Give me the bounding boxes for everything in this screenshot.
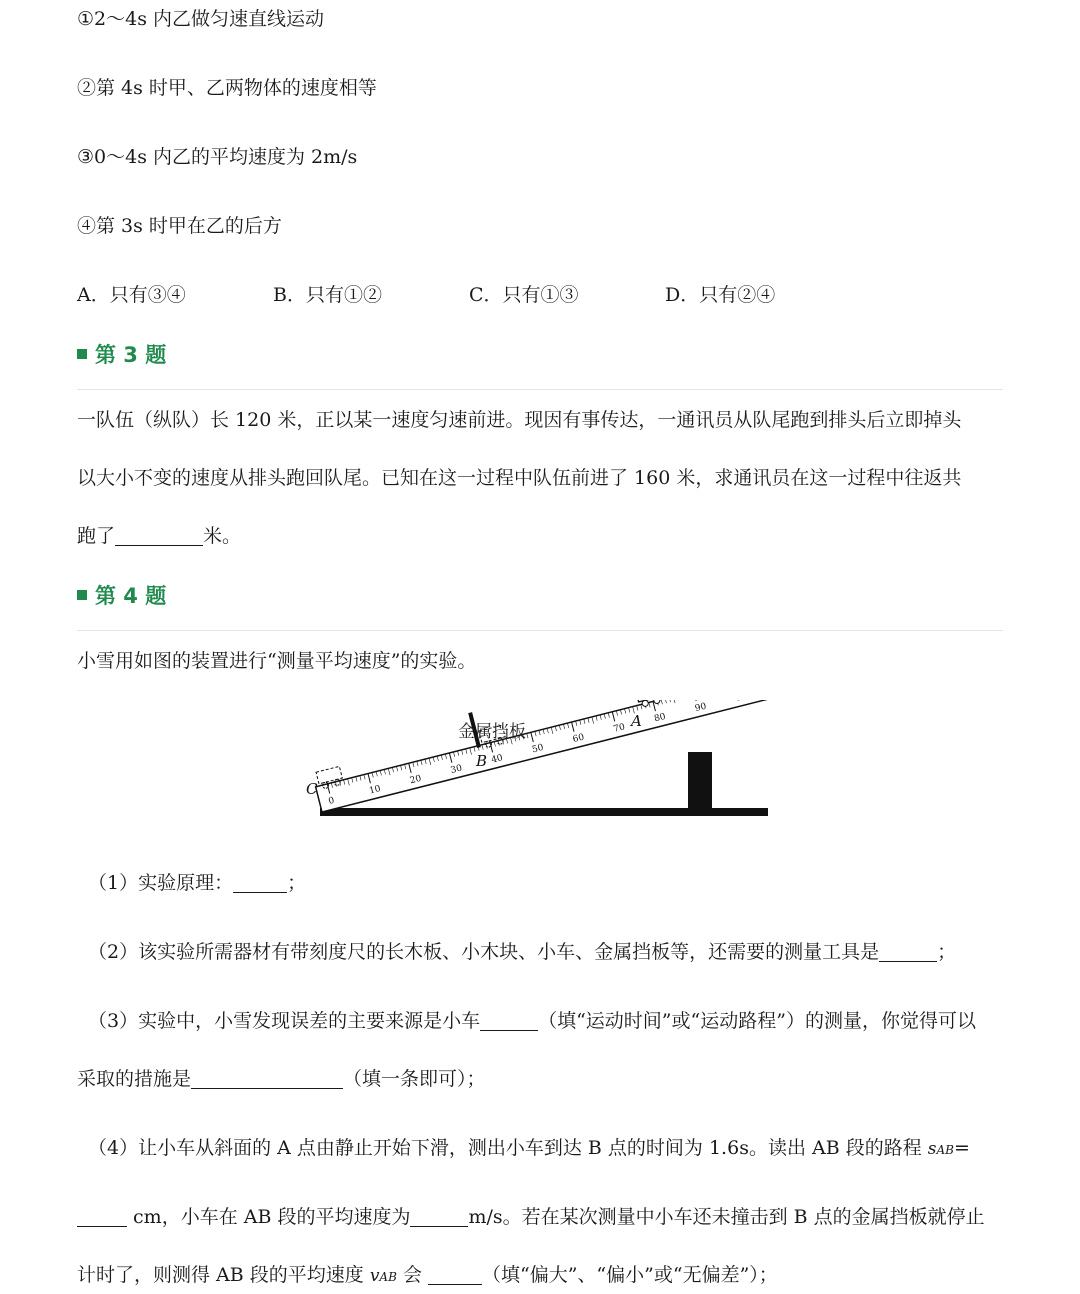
label-b: B bbox=[476, 752, 488, 770]
q4-intro: 小雪用如图的装置进行“测量平均速度”的实验。 bbox=[77, 650, 477, 672]
answer-blank[interactable] bbox=[191, 1068, 343, 1089]
answer-blank[interactable] bbox=[879, 941, 937, 962]
answer-blank[interactable] bbox=[428, 1264, 482, 1285]
label-c: C bbox=[306, 780, 318, 798]
q4-part-4-cont: cm，小车在 AB 段的平均速度为 m/s。若在某次测量中小车还未撞击到 B 点的金属挡板就停止 bbox=[77, 1205, 1004, 1229]
q3-line-2: 以大小不变的速度从排头跑回队尾。已知在这一过程中队伍前进了 160 米，求通讯员在这一过程中往返共 bbox=[77, 467, 962, 489]
option-b[interactable]: B．只有①② bbox=[273, 284, 382, 306]
question-3-heading: 第 3 题 bbox=[77, 342, 166, 368]
ruler-tick-label: 80 bbox=[653, 711, 667, 725]
statement-4: ④第 3s 时甲在乙的后方 bbox=[77, 215, 282, 237]
q4-part-2: （2）该实验所需器材有带刻度尺的长木板、小木块、小车、金属挡板等，还需要的测量工具是 ； bbox=[88, 941, 957, 963]
ruler-tick-label: 20 bbox=[408, 773, 423, 787]
options-row bbox=[77, 283, 977, 307]
q3-line-3: 跑了 米。 bbox=[77, 525, 242, 547]
ruler-tick-label: 30 bbox=[449, 763, 464, 776]
answer-blank[interactable] bbox=[115, 525, 203, 546]
answer-blank[interactable] bbox=[410, 1206, 468, 1227]
q4-part-4-cont2: 计时了，则测得 AB 段的平均速度 vAB 会 （填“偏大”、“偏小”或“无偏差”）； bbox=[77, 1264, 778, 1286]
label-a: A bbox=[631, 712, 642, 730]
q4-part-3-cont: 采取的措施是 （填一条即可）； bbox=[77, 1068, 486, 1090]
ruler-tick-label: 40 bbox=[490, 753, 504, 766]
option-a[interactable]: A．只有③④ bbox=[77, 284, 186, 306]
statement-2: ②第 4s 时甲、乙两物体的速度相等 bbox=[77, 77, 377, 99]
ruler-tick-label: 10 bbox=[368, 784, 382, 797]
ruler-tick-label: 70 bbox=[612, 722, 627, 735]
statement-1: ①2～4s 内乙做匀速直线运动 bbox=[77, 8, 325, 30]
divider bbox=[77, 389, 1003, 390]
option-d[interactable]: D．只有②④ bbox=[665, 284, 776, 306]
q4-part-1: （1）实验原理： ； bbox=[88, 872, 307, 894]
answer-blank[interactable] bbox=[233, 872, 287, 893]
square-bullet-icon bbox=[77, 349, 87, 359]
plate-label: 金属挡板 bbox=[458, 722, 526, 742]
q4-part-3: （3）实验中，小雪发现误差的主要来源是小车 （填“运动时间”或“运动路程”）的测量，你觉得可以 bbox=[88, 1010, 976, 1032]
ruler-tick-label: 90 bbox=[693, 701, 708, 715]
question-4-heading: 第 4 题 bbox=[77, 583, 166, 609]
answer-blank[interactable] bbox=[77, 1206, 127, 1227]
support-block bbox=[688, 752, 712, 812]
ruler-tick-label: 0 bbox=[327, 795, 336, 807]
experiment-figure bbox=[300, 700, 780, 840]
square-bullet-icon bbox=[77, 590, 87, 600]
ruler-tick-label: 50 bbox=[531, 742, 545, 756]
answer-blank[interactable] bbox=[480, 1010, 538, 1031]
q3-line-1: 一队伍（纵队）长 120 米，正以某一速度匀速前进。现因有事传达，一通讯员从队尾跑到排头后立即掉头 bbox=[77, 409, 962, 431]
option-c[interactable]: C．只有①③ bbox=[469, 284, 579, 306]
statement-3: ③0～4s 内乙的平均速度为 2m/s bbox=[77, 146, 358, 168]
ruler-tick-label: 60 bbox=[571, 732, 586, 746]
ramp-diagram bbox=[300, 700, 780, 840]
q4-part-4: （4）让小车从斜面的 A 点由静止开始下滑，测出小车到达 B 点的时间为 1.6s。读出 AB 段的路程 sAB= bbox=[88, 1137, 970, 1159]
divider bbox=[77, 630, 1003, 631]
